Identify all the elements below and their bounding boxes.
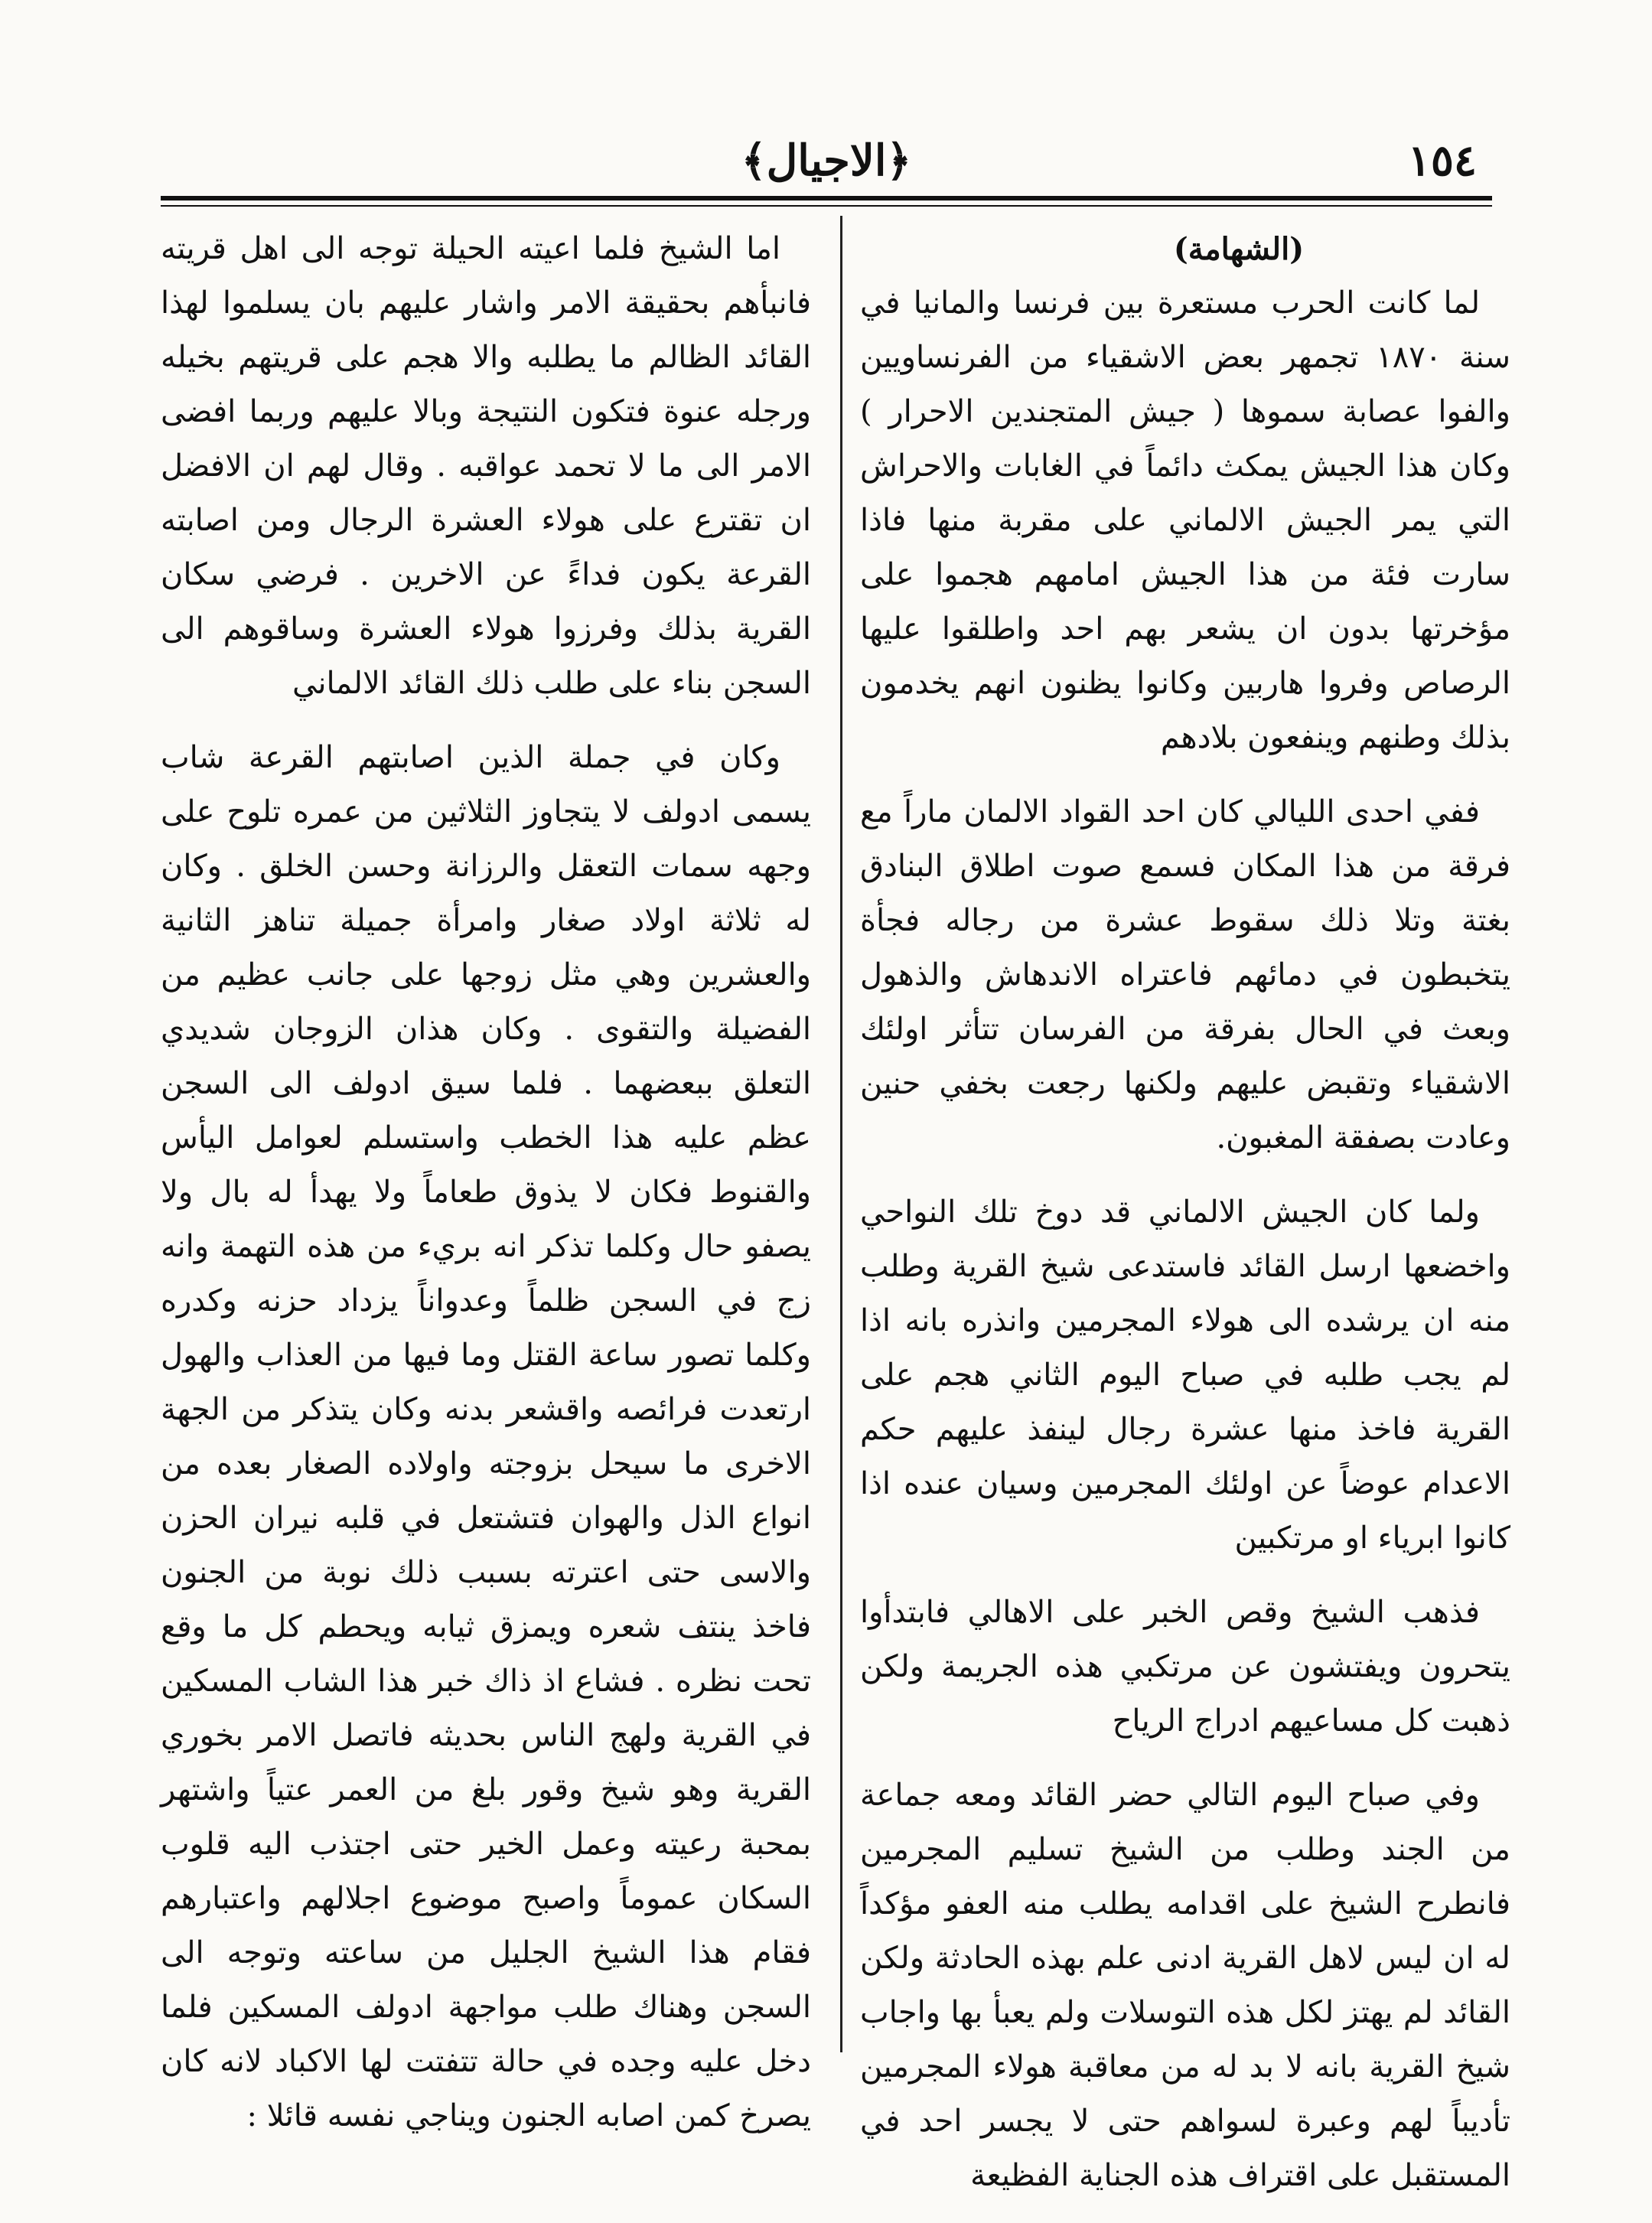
- left-column: [161, 222, 811, 2163]
- paragraph: لما كانت الحرب مستعرة بين فرنسا والمانيا في سنة ١٨٧٠ تجمهر بعض الاشقياء من الفرنساويين والفوا عصابة سموها ( جيش المتجندين الاحرار ) وكان هذا الجيش يمكث دائماً في الغابات والاحراش التي يمر الجيش الالماني على مقربة منها فاذا سارت فئة من هذا الجيش امامهم هجموا على مؤخرتها بدون ان يشعر بهم احد واطلقوا عليها الرصاص وفروا هاربين وكانوا يظنون انهم يخدمون بذلك وطنهم وينفعون بلادهم: [860, 285, 1511, 755]
- page-header: [161, 130, 1492, 191]
- paragraph: فذهب الشيخ وقص الخبر على الاهالي فابتدأوا يتحرون ويفتشون عن مرتكبي هذه الجريمة ولكن ذهبت كل مساعيهم ادراج الرياح: [860, 1595, 1510, 1739]
- page-number: ١٥٤: [1407, 135, 1477, 186]
- paragraph: ولما كان الجيش الالماني قد دوخ تلك النواحي واخضعها ارسل القائد فاستدعى شيخ القرية وطلب منه ان يرشده الى هولاء المجرمين وانذره بانه اذا لم يجب طلبه في صباح اليوم الثاني هجم على القرية فاخذ منها عشرة رجال لينفذ عليهم حكم الاعدام عوضاً عن اولئك المجرمين وسيان عنده اذا كانوا ابرياء او مرتكبين: [860, 1195, 1510, 1556]
- right-column: [860, 222, 1510, 2223]
- paragraph: وكان في جملة الذين اصابتهم القرعة شاب يسمى ادولف لا يتجاوز الثلاثين من عمره تلوح على وجهه سمات التعقل والرزانة وحسن الخلق . وكان له ثلاثة اولاد صغار وامرأة جميلة تناهز الثانية والعشرين وهي مثل زوجها على جانب عظيم من الفضيلة والتقوى . وكان هذان الزوجان شديدي التعلق ببعضهما . فلما سيق ادولف الى السجن عظم عليه هذا الخطب واستسلم لعوامل اليأس والقنوط فكان لا يذوق طعاماً ولا يهدأ له بال ولا يصفو حال وكلما تذكر انه بريء من هذه التهمة وانه زج في السجن ظلماً وعدواناً يزداد حزنه وكدره وكلما تصور ساعة القتل وما فيها من العذاب والهول ارتعدت فرائصه واقشعر بدنه وكان يتذكر من الجهة الاخرى ما سيحل بزوجته واولاده الصغار بعده من انواع الذل والهوان فتشتعل في قلبه نيران الحزن والاسى حتى اعترته بسبب ذلك نوبة من الجنون فاخذ ينتف شعره ويمزق ثيابه ويحطم كل ما وقع تحت نظره . فشاع اذ ذاك خبر هذا الشاب المسكين في القرية ولهج الناس بحديثه فاتصل الامر بخوري القرية وهو شيخ وقور بلغ من العمر عتياً واشتهر بمحبة رعيته وعمل الخير حتى اجتذب اليه قلوب السكان عموماً واصبح موضوع اجلالهم واعتبارهم فقام هذا الشيخ الجليل من ساعته وتوجه الى السجن وهناك طلب مواجهة ادولف المسكين فلما دخل عليه وجده في حالة تتفتت لها الاكباد لانه كان يصرخ كمن اصابه الجنون ويناجي نفسه قائلا :: [161, 740, 811, 2133]
- running-title: ﴿الاجيال﴾: [741, 135, 912, 186]
- paragraph: اما الشيخ فلما اعيته الحيلة توجه الى اهل قريته فانبأهم بحقيقة الامر واشار عليهم بان يسلموا لهذا القائد الظالم ما يطلبه والا هجم على قريتهم بخيله ورجله عنوة فتكون النتيجة وبالا عليهم وربما افضى الامر الى ما لا تحمد عواقبه . وقال لهم ان الافضل ان تقترع على هولاء العشرة الرجال ومن اصابته القرعة يكون فداءً عن الاخرين . فرضي سكان القرية بذلك وفرزوا هولاء العشرة وساقوهم الى السجن بناء على طلب ذلك القائد الالماني: [161, 231, 811, 701]
- paragraph: ففي احدى الليالي كان احد القواد الالمان ماراً مع فرقة من هذا المكان فسمع صوت اطلاق البنادق بغتة وتلا ذلك سقوط عشرة من رجاله فجأة يتخبطون في دمائهم فاعتراه الاندهاش والذهول وبعث في الحال بفرقة من الفرسان تتأثر اولئك الاشقياء وتقبض عليهم ولكنها رجعت بخفي حنين وعادت بصفقة المغبون.: [860, 794, 1510, 1156]
- header-rule-thick: [161, 196, 1492, 200]
- header-rule-thin: [161, 205, 1492, 207]
- column-divider: [840, 216, 842, 2052]
- paragraph: وفي صباح اليوم التالي حضر القائد ومعه جماعة من الجند وطلب من الشيخ تسليم المجرمين فانطرح الشيخ على اقدامه يطلب منه العفو مؤكداً له ان ليس لاهل القرية ادنى علم بهذه الحادثة ولكن القائد لم يهتز لكل هذه التوسلات ولم يعبأ بها واجاب شيخ القرية بانه لا بد له من معاقبة هولاء المجرمين تأديباً لهم وعبرة لسواهم حتى لا يجسر احد في المستقبل على اقتراف هذه الجناية الفظيعة: [860, 1778, 1510, 2193]
- section-title: (الشهامة): [1173, 231, 1305, 267]
